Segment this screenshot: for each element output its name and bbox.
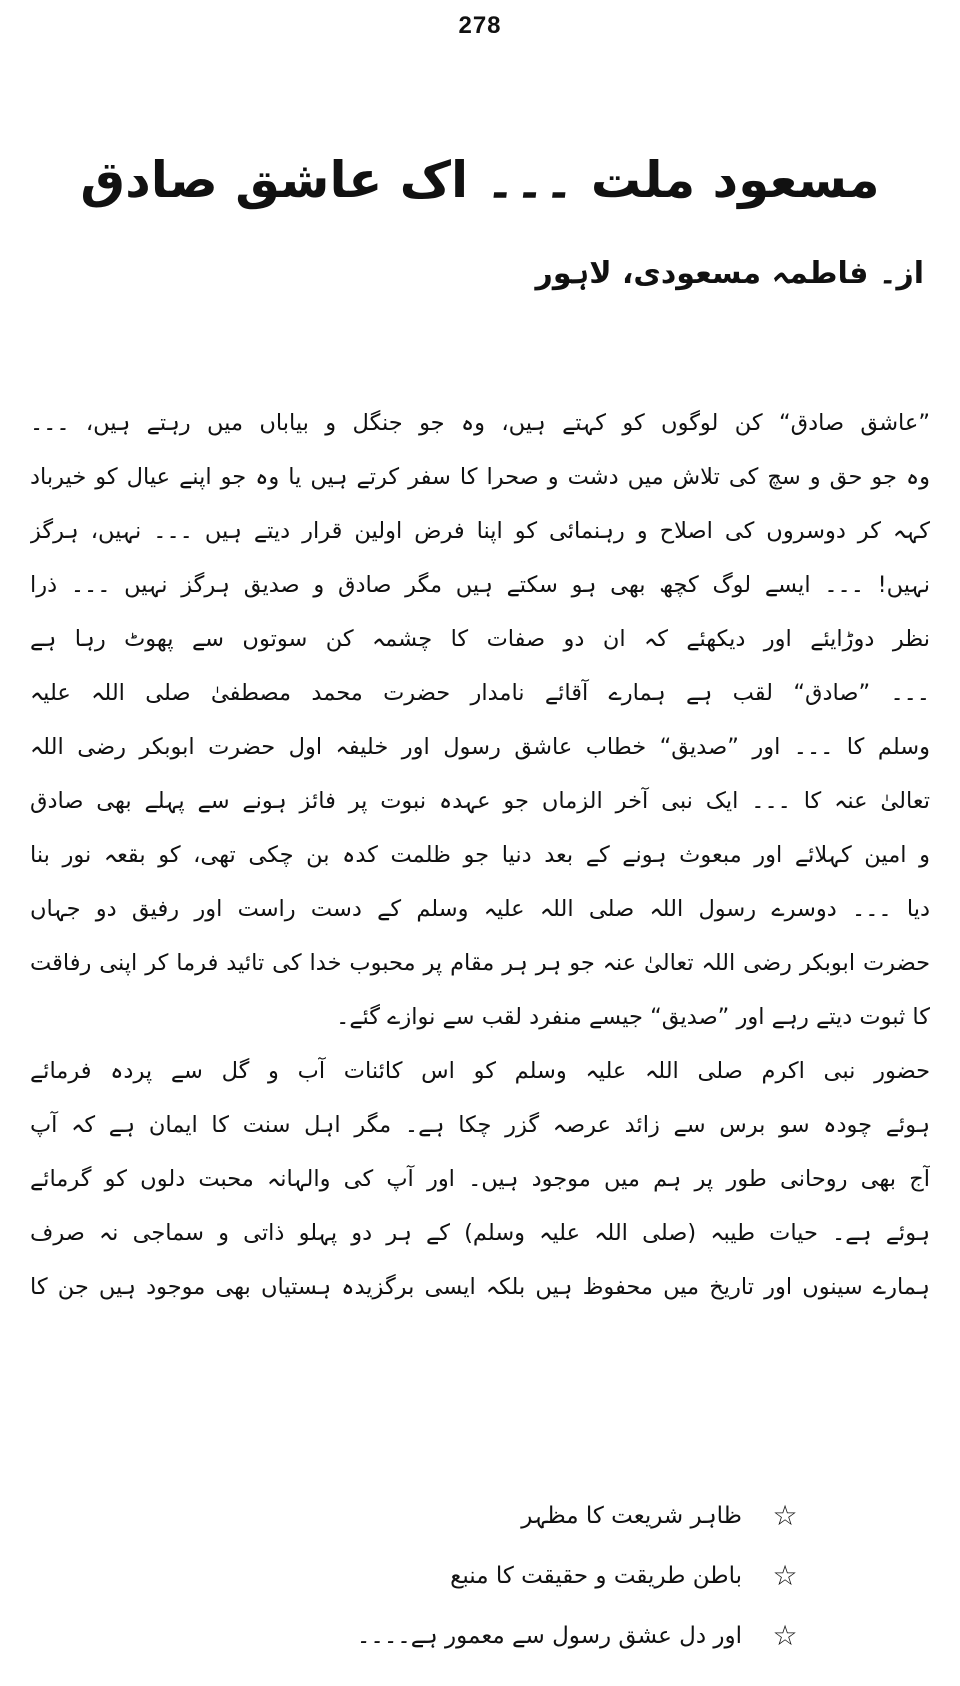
paragraph-line: کا ثبوت دیتے رہے اور ”صدیق“ جیسے منفرد لقب سے نوازے گئے۔	[336, 1004, 930, 1030]
paragraph-line: وسلم کا ۔۔۔ اور ”صدیق“ خطاب عاشق رسول اور خلیفہ اول حضرت ابوبکر رضی اللہ	[30, 734, 930, 760]
article-body	[30, 396, 930, 1314]
bullet-text: باطن طریقت و حقیقت کا منبع	[450, 1563, 742, 1589]
page-number: 278	[458, 12, 502, 39]
paragraph-line: ۔۔۔ ”صادق“ لقب ہے ہمارے آقائے نامدار حضرت محمد مصطفیٰ صلی اللہ علیہ	[30, 680, 930, 706]
article-title: مسعود ملت ۔۔۔ اک عاشق صادق	[80, 151, 880, 209]
paragraph-line: ”عاشق صادق“ کن لوگوں کو کہتے ہیں، وہ جو جنگل و بیاباں میں رہتے ہیں، ۔۔۔	[30, 410, 930, 436]
paragraph-line: نظر دوڑایئے اور دیکھئے کہ ان دو صفات کا چشمہ کن سوتوں سے پھوٹ رہا ہے	[30, 626, 930, 652]
bullet-text: اور دل عشق رسول سے معمور ہے۔۔۔۔	[356, 1623, 742, 1649]
bullet-item	[110, 1486, 810, 1546]
bullet-text: ظاہر شریعت کا مظہر	[521, 1503, 742, 1529]
paragraph-line: کہہ کر دوسروں کی اصلاح و رہنمائی کو اپنا فرض اولین قرار دیتے ہیں ۔۔۔ نہیں، ہرگز	[30, 518, 930, 544]
paragraph-line: حضرت ابوبکر رضی اللہ تعالیٰ عنہ جو ہر ہر مقام پر محبوب خدا کی تائید فرما کر اپنی رفاقت	[30, 950, 930, 976]
bullet-item	[110, 1546, 810, 1606]
paragraph-line: و امین کہلائے اور مبعوث ہونے کے بعد دنیا جو ظلمت کدہ بن چکی تھی، کو بقعہ نور بنا	[30, 842, 930, 868]
paragraph-line: تعالیٰ عنہ کا ۔۔۔ ایک نبی آخر الزماں جو عہدہ نبوت پر فائز ہونے سے پہلے بھی صادق	[30, 788, 930, 814]
bullet-item	[110, 1606, 810, 1666]
paragraph-line: ہوئے چودہ سو برس سے زائد عرصہ گزر چکا ہے۔ مگر اہل سنت کا ایمان ہے کہ آپ	[30, 1112, 930, 1138]
paragraph-line: دیا ۔۔۔ دوسرے رسول اللہ صلی اللہ علیہ وسلم کے دست راست اور رفیق دو جہاں	[30, 896, 930, 922]
author-byline: از۔ فاطمہ مسعودی، لاہور	[535, 256, 924, 291]
paragraph-line: آج بھی روحانی طور پر ہم میں موجود ہیں۔ اور آپ کی والہانہ محبت دلوں کو گرمائے	[30, 1166, 930, 1192]
paragraph-line: نہیں! ۔۔۔ ایسے لوگ کچھ بھی ہو سکتے ہیں مگر صادق و صدیق ہرگز نہیں ۔۔۔ ذرا	[30, 572, 930, 598]
bullet-list	[110, 1486, 810, 1666]
star-icon: ☆	[772, 1499, 798, 1532]
paragraph-line: وہ جو حق و سچ کی تلاش میں دشت و صحرا کا سفر کرتے ہیں یا وہ جو اپنے عیال کو خیرباد	[30, 464, 930, 490]
paragraph-line: ہوئے ہے۔ حیات طیبہ (صلی اللہ علیہ وسلم) کے ہر دو پہلو ذاتی و سماجی نہ صرف	[30, 1220, 930, 1246]
star-icon: ☆	[772, 1619, 798, 1652]
star-icon: ☆	[772, 1559, 798, 1592]
paragraph-line: حضور نبی اکرم صلی اللہ علیہ وسلم کو اس کائنات آب و گل سے پردہ فرمائے	[30, 1058, 930, 1084]
paragraph-line: ہمارے سینوں اور تاریخ میں محفوظ ہیں بلکہ ایسی برگزیدہ ہستیاں بھی موجود ہیں جن کا	[30, 1274, 930, 1300]
